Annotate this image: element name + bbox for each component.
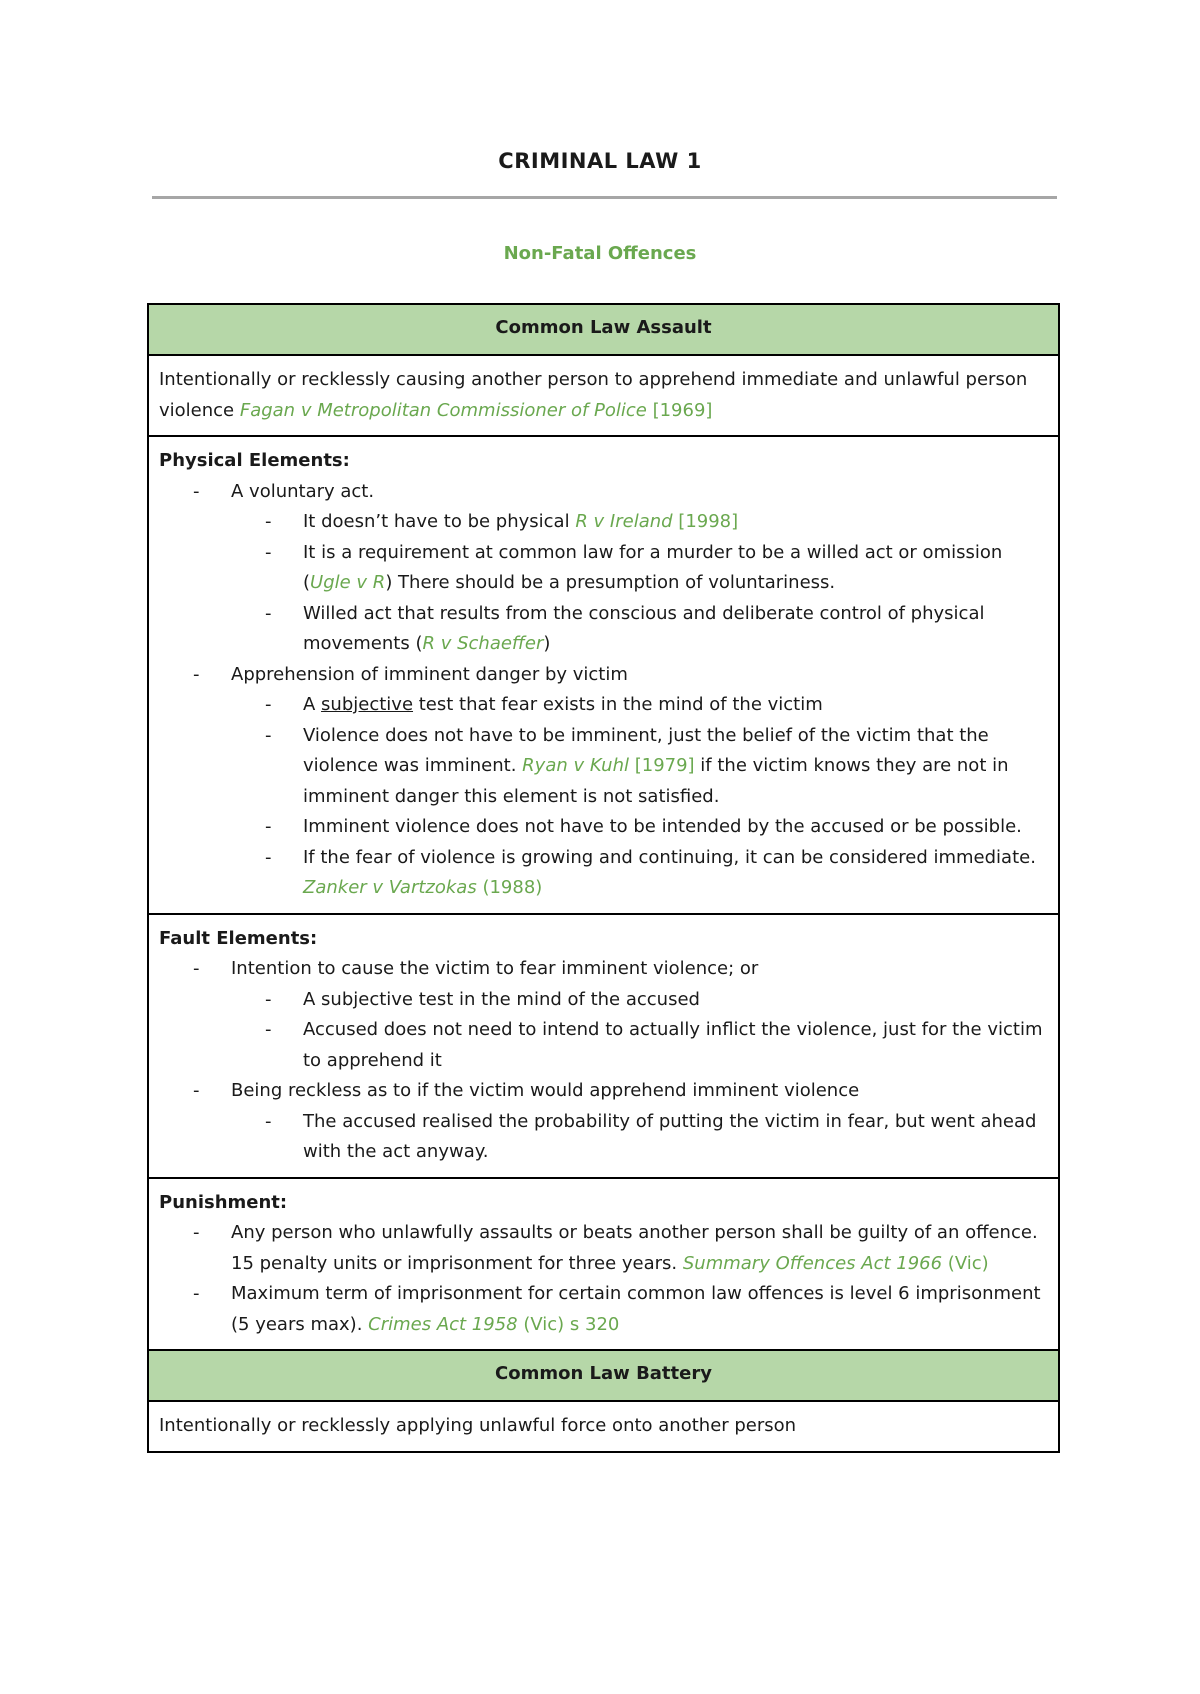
list-item [231,1107,1048,1168]
list-item [159,477,1048,660]
list-item-text: Violence does not have to be imminent, just the belief of the victim that the violence was imminent. [303,724,989,776]
list-item [231,843,1048,904]
list-item-text: Apprehension of imminent danger by victim [231,663,628,685]
case-year: [1998] [672,511,739,532]
sub-list [231,507,1048,660]
underlined-term: subjective [321,694,414,715]
statute-jurisdiction: (Vic) s 320 [517,1313,620,1335]
list-item-text: If the fear of violence is growing and continuing, it can be considered immediate. [303,846,1036,868]
punishment-title: Punishment: [159,1191,288,1213]
physical-elements-title: Physical Elements: [159,450,350,471]
list-item-text: Maximum term of imprisonment for certain common law offences is level 6 imprisonment (5 years max). [231,1283,1041,1335]
punishment [148,1178,1059,1351]
statute-jurisdiction: (Vic) [942,1252,989,1274]
list-item-text: A subjective test in the mind of the accused [303,988,700,1010]
case-citation: R v Schaeffer [422,633,544,654]
notes-table [147,303,1060,1453]
list-item [159,660,1048,904]
fault-elements-row [148,914,1059,1178]
list-item [231,1015,1048,1076]
list-item [231,690,1048,721]
list-item-text: It doesn’t have to be physical [303,511,576,532]
list-item [231,812,1048,843]
list-item [159,1279,1048,1340]
case-year: [1969] [646,399,713,421]
case-year: (1988) [476,877,543,898]
case-citation: Fagan v Metropolitan Commissioner of Police [239,399,647,421]
battery-header-row [148,1350,1059,1401]
list-item [159,1218,1048,1279]
list-item-text: Imminent violence does not have to be intended by the accused or be possible. [303,816,1022,837]
list-item-text: test that fear exists in the mind of the victim [413,694,823,715]
fault-elements [148,914,1059,1178]
sub-list [231,1107,1048,1168]
list-item-text: Any person who unlawfully assaults or beats another person shall be guilty of an offence. 15 penalty units or imprisonment for three years. [231,1222,1038,1274]
battery-definition: Intentionally or recklessly applying unlawful force onto another person [148,1401,1059,1452]
physical-elements-row [148,436,1059,914]
list-item-text: It is a requirement at common law for a murder to be a willed act or omission ( [303,541,1003,593]
statute-citation: Crimes Act 1958 [368,1313,518,1335]
list-item-text: A [303,694,322,715]
list-item-text: ) There should be a presumption of voluntariness. [385,572,836,593]
case-year: [1979] [629,755,695,776]
sub-list [231,985,1048,1077]
statute-citation: Summary Offences Act 1966 [682,1252,943,1274]
case-citation: Ryan v Kuhl [522,755,629,776]
case-citation: Ugle v R [310,572,386,593]
battery-definition-row [148,1401,1059,1452]
battery-header: Common Law Battery [148,1350,1059,1401]
list-item-text: Accused does not need to intend to actually inflict the violence, just for the victim to apprehend it [303,1019,1043,1071]
physical-elements-list [159,477,1048,904]
list-item [159,954,1048,1076]
list-item-text: The accused realised the probability of putting the victim in fear, but went ahead with the act anyway. [303,1110,1037,1162]
case-citation: R v Ireland [575,511,673,532]
assault-header: Common Law Assault [148,304,1059,355]
physical-elements [148,436,1059,914]
assault-definition-row [148,355,1059,436]
fault-elements-list [159,954,1048,1168]
list-item-text: ) [543,633,551,654]
list-item [231,507,1048,538]
list-item [159,1076,1048,1168]
list-item-text: Being reckless as to if the victim would apprehend imminent violence [231,1080,860,1101]
case-citation: Zanker v Vartzokas [303,877,477,898]
punishment-list [159,1218,1048,1340]
assault-definition [148,355,1059,436]
sub-list [231,690,1048,904]
section-heading: Non-Fatal Offences [503,243,697,264]
punishment-row [148,1178,1059,1351]
list-item-text: Intention to cause the victim to fear imminent violence; or [231,958,759,979]
fault-elements-title: Fault Elements: [159,927,318,949]
list-item [231,599,1048,660]
list-item [231,985,1048,1016]
list-item-text: if the victim knows they are not in imminent danger this element is not satisfied. [303,755,1009,807]
list-item-text: Willed act that results from the conscious and deliberate control of physical movements ( [303,602,985,654]
list-item [231,721,1048,813]
list-item [231,538,1048,599]
assault-definition-text: Intentionally or recklessly causing another person to apprehend immediate and unlawful person violence [159,369,1028,421]
title-divider [152,196,1057,199]
document-title: CRIMINAL LAW 1 [498,149,702,173]
assault-header-row [148,304,1059,355]
list-item-text: A voluntary act. [231,480,375,502]
